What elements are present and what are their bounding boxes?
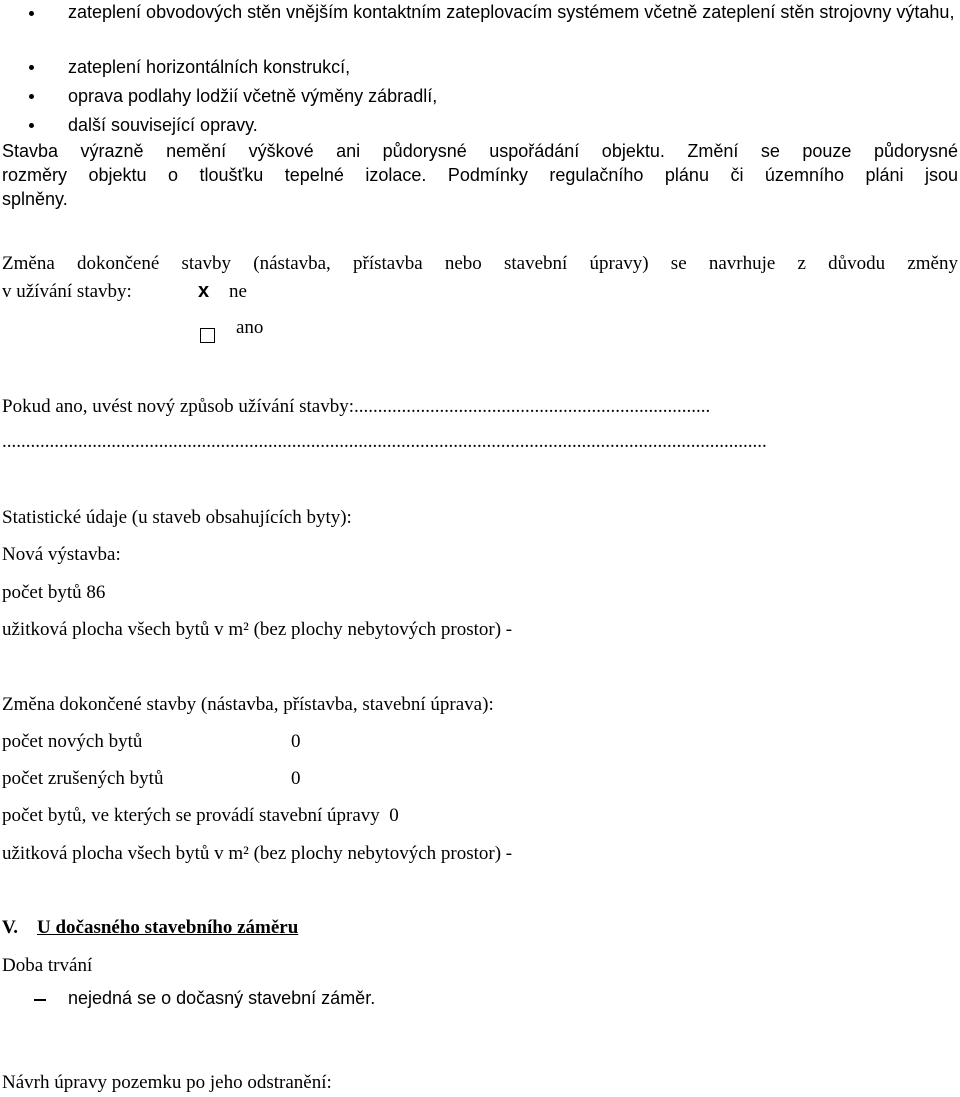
list-item-text: zateplení obvodových stěn vnějším kontaktním zateplovacím systémem včetně zateplení stěn strojovny výtahu,	[68, 2, 955, 22]
cancelled-flats-value: 0	[291, 768, 301, 789]
duration-label: Doba trvání	[2, 955, 93, 976]
new-flats-value: 0	[291, 731, 301, 752]
dash-bullet-icon	[34, 999, 46, 1001]
completed-floor-area: užitková plocha všech bytů v m² (bez plochy nebytových prostor) -	[2, 843, 513, 864]
bullet-icon	[29, 65, 34, 70]
floor-area: užitková plocha všech bytů v m² (bez plochy nebytových prostor) -	[2, 619, 513, 640]
bullet-icon	[29, 123, 34, 128]
change-question-label: v užívání stavby:	[2, 281, 132, 302]
option-yes-checkbox[interactable]	[200, 328, 215, 343]
section-title: U dočasného stavebního záměru	[37, 917, 299, 938]
cancelled-flats-label: počet zrušených bytů	[2, 768, 164, 789]
paragraph-line: Stavba výrazně nemění výškové ani půdorysné uspořádání objektu. Změní se pouze půdorysné	[2, 141, 958, 161]
option-yes-label: ano	[236, 317, 264, 338]
land-adjustment-label: Návrh úpravy pozemku po jeho odstranění:	[2, 1072, 332, 1093]
list-item-text: zateplení horizontálních konstrukcí,	[68, 57, 351, 77]
paragraph-line: rozměry objektu o tloušťku tepelné izolace. Podmínky regulačního plánu či územního pláni jsou	[2, 165, 958, 185]
option-no-label: ne	[229, 281, 247, 302]
bullet-icon	[29, 94, 34, 99]
new-flats-label: počet nových bytů	[2, 731, 143, 752]
flats-count: počet bytů 86	[2, 582, 106, 603]
statistics-heading: Statistické údaje (u staveb obsahujících byty):	[2, 507, 352, 528]
new-use-dotted-line: .................................................................................................................................................................	[2, 431, 767, 452]
duration-item: nejedná se o dočasný stavební záměr.	[68, 988, 376, 1008]
new-build-label: Nová výstavba:	[2, 544, 121, 565]
modified-flats: počet bytů, ve kterých se provádí stavební úpravy 0	[2, 805, 399, 826]
completed-change-heading: Změna dokončené stavby (nástavba, přístavba, stavební úprava):	[2, 694, 494, 715]
change-question-line: Změna dokončené stavby (nástavba, přístavba nebo stavební úpravy) se navrhuje z důvodu změny	[2, 253, 958, 274]
new-use-line: Pokud ano, uvést nový způsob užívání stavby:...........................................................................	[2, 396, 711, 417]
paragraph-line: splněny.	[2, 189, 68, 209]
list-item-text: oprava podlahy lodžií včetně výměny zábradlí,	[68, 86, 438, 106]
bullet-icon	[29, 11, 34, 16]
section-number: V.	[2, 917, 19, 938]
option-no-mark[interactable]: x	[198, 280, 210, 302]
list-item-text: další související opravy.	[68, 115, 258, 135]
